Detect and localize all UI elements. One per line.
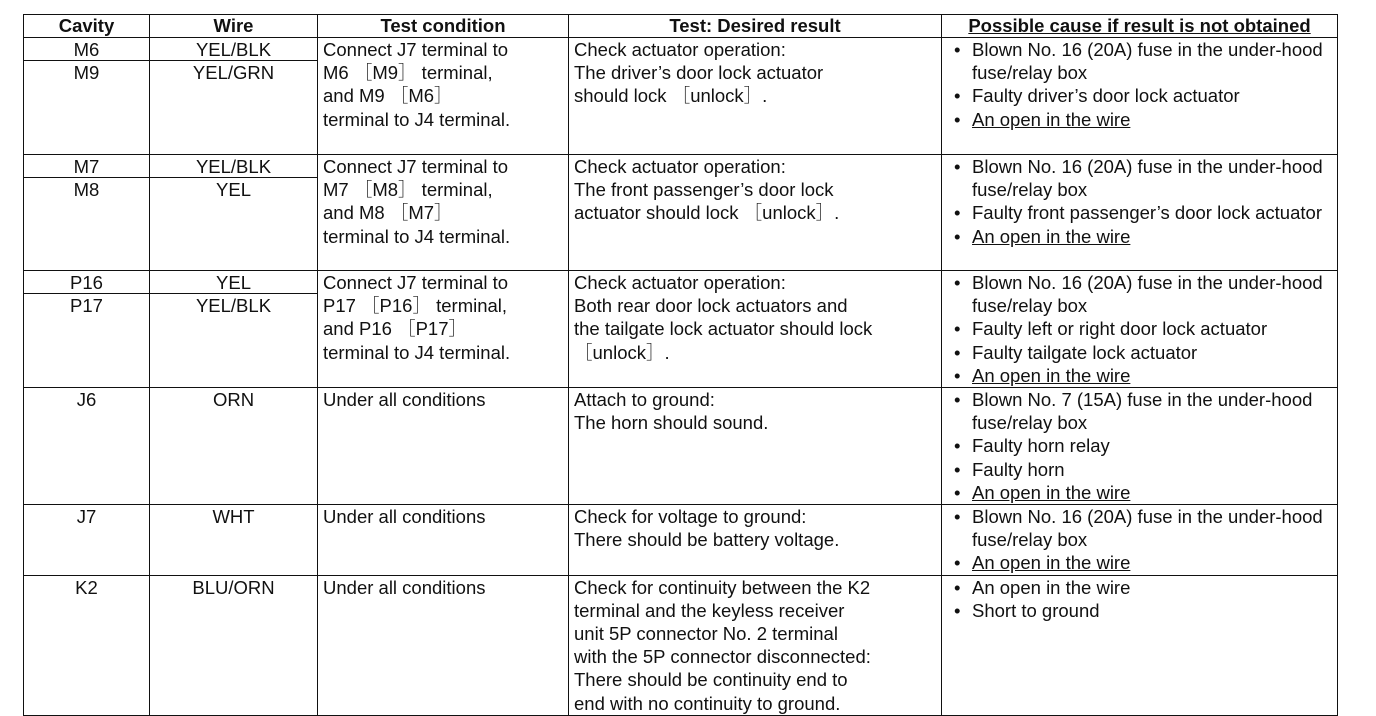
wire-cell (150, 575, 318, 715)
result-line: The driver’s door lock actuator (574, 62, 824, 84)
wire-cell (150, 388, 318, 505)
condition-line: terminal to J4 terminal. (323, 341, 511, 363)
table-row (24, 155, 1338, 271)
cavity-stack (24, 271, 149, 317)
result-line: the tailgate lock actuator should lock (574, 318, 873, 340)
result-line: Check for continuity between the K2 (574, 576, 871, 598)
cause-list (942, 38, 1337, 131)
condition-line: Connect J7 terminal to (323, 39, 509, 60)
condition-line: Under all conditions (323, 576, 486, 598)
cause-item: • Faulty tailgate lock actuator (952, 341, 1337, 364)
result-line: actuator should lock ［unlock］. (574, 202, 840, 224)
test-condition-cell (318, 155, 569, 271)
cavity-cell (24, 38, 150, 155)
cause-list (942, 155, 1337, 248)
header-possible-cause: Possible cause if result is not obtained (942, 15, 1338, 38)
cavity-value: K2 (75, 576, 98, 598)
condition-line: terminal to J4 terminal. (323, 225, 511, 247)
cause-item: • An open in the wire (952, 364, 1337, 387)
wire-color: ORN (212, 389, 255, 411)
condition-line: and P16 ［P17］ (323, 318, 467, 340)
test-condition-cell (318, 271, 569, 388)
cause-list (942, 271, 1337, 387)
result-line: end with no continuity to ground. (574, 692, 841, 714)
result-line: ［unlock］. (574, 341, 670, 363)
cavity-cell (24, 388, 150, 505)
header-wire: Wire (150, 15, 318, 38)
cause-item: • An open in the wire (952, 108, 1337, 131)
cavity-value: M7 (24, 155, 149, 178)
wire-cell (150, 271, 318, 388)
result-line: Check actuator operation: (574, 156, 786, 177)
cause-list (942, 388, 1337, 504)
possible-cause-cell (942, 388, 1338, 505)
cause-item: • Blown No. 16 (20A) fuse in the under-hood fuse/relay box (952, 271, 1337, 317)
cavity-stack (24, 38, 149, 84)
cause-item: • Short to ground (952, 599, 1337, 622)
header-row (24, 15, 1338, 38)
condition-line: and M8 ［M7］ (323, 202, 453, 224)
wire-color: YEL (150, 271, 317, 294)
condition-line: and M9 ［M6］ (323, 85, 453, 107)
table-row (24, 38, 1338, 155)
cause-item: • An open in the wire (952, 225, 1337, 248)
condition-line: terminal to J4 terminal. (323, 108, 511, 130)
cause-item: • Faulty left or right door lock actuator (952, 317, 1337, 340)
cause-item: • An open in the wire (952, 576, 1337, 599)
cause-item: • Blown No. 16 (20A) fuse in the under-hood fuse/relay box (952, 155, 1337, 201)
table-row (24, 575, 1338, 715)
cause-item: • Faulty driver’s door lock actuator (952, 84, 1337, 107)
cavity-value: P16 (24, 271, 149, 294)
result-line: with the 5P connector disconnected: (574, 646, 871, 668)
wire-stack (150, 38, 317, 84)
test-condition-cell (318, 388, 569, 505)
cause-item: • Blown No. 16 (20A) fuse in the under-hood fuse/relay box (952, 505, 1337, 551)
result-line: Both rear door lock actuators and (574, 295, 848, 317)
possible-cause-cell (942, 38, 1338, 155)
result-line: Attach to ground: (574, 389, 715, 411)
condition-line: Connect J7 terminal to (323, 272, 509, 293)
header-cavity: Cavity (24, 15, 150, 38)
cause-item: • Faulty front passenger’s door lock actuator (952, 201, 1337, 224)
condition-line: Connect J7 terminal to (323, 156, 509, 177)
wire-color: YEL (216, 179, 251, 200)
result-line: The horn should sound. (574, 412, 769, 434)
wire-color: YEL/BLK (150, 155, 317, 178)
table-body (24, 38, 1338, 716)
result-line: There should be continuity end to (574, 669, 848, 691)
cause-list (942, 576, 1337, 622)
wire-cell (150, 155, 318, 271)
test-condition-cell (318, 38, 569, 155)
condition-line: Under all conditions (323, 506, 486, 528)
cavity-value: J6 (76, 389, 97, 411)
cavity-value: M6 (24, 38, 149, 61)
possible-cause-cell (942, 575, 1338, 715)
result-line: There should be battery voltage. (574, 529, 840, 551)
wire-color: YEL/GRN (192, 62, 275, 83)
desired-result-cell (569, 38, 942, 155)
wire-color: WHT (212, 506, 255, 528)
test-condition-cell (318, 575, 569, 715)
table-row (24, 388, 1338, 505)
cavity-stack (24, 155, 149, 201)
cavity-value: J7 (76, 506, 97, 528)
result-line: Check actuator operation: (574, 39, 786, 60)
header-test-result: Test: Desired result (569, 15, 942, 38)
cavity-cell (24, 575, 150, 715)
test-condition-cell (318, 505, 569, 576)
cause-item: • An open in the wire (952, 481, 1337, 504)
wire-stack (150, 271, 317, 317)
result-line: Check actuator operation: (574, 272, 786, 293)
wire-color: YEL/BLK (150, 38, 317, 61)
cavity-cell (24, 271, 150, 388)
table-row (24, 271, 1338, 388)
cause-item: • Blown No. 16 (20A) fuse in the under-hood fuse/relay box (952, 38, 1337, 84)
possible-cause-cell (942, 505, 1338, 576)
result-line: terminal and the keyless receiver (574, 599, 845, 621)
possible-cause-cell (942, 271, 1338, 388)
cause-item: • Faulty horn (952, 458, 1337, 481)
possible-cause-cell (942, 155, 1338, 271)
cause-list (942, 505, 1337, 575)
header-test-condition: Test condition (318, 15, 569, 38)
cavity-value: M8 (73, 179, 100, 200)
desired-result-cell (569, 155, 942, 271)
cause-item: • Blown No. 7 (15A) fuse in the under-hood fuse/relay box (952, 388, 1337, 434)
cause-item: • Faulty horn relay (952, 434, 1337, 457)
wire-color: YEL/BLK (195, 295, 272, 316)
cause-item: • An open in the wire (952, 551, 1337, 574)
condition-line: M6 ［M9］ terminal, (323, 62, 493, 84)
cavity-value: M9 (73, 62, 100, 83)
table-row (24, 505, 1338, 576)
troubleshooting-table (23, 14, 1338, 716)
desired-result-cell (569, 271, 942, 388)
wire-cell (150, 38, 318, 155)
desired-result-cell (569, 388, 942, 505)
wire-cell (150, 505, 318, 576)
desired-result-cell (569, 575, 942, 715)
wire-stack (150, 155, 317, 201)
cavity-cell (24, 505, 150, 576)
result-line: unit 5P connector No. 2 terminal (574, 623, 838, 645)
result-line: Check for voltage to ground: (574, 506, 807, 528)
wire-color: BLU/ORN (192, 576, 275, 598)
condition-line: Under all conditions (323, 389, 486, 411)
cavity-cell (24, 155, 150, 271)
result-line: should lock ［unlock］. (574, 85, 768, 107)
result-line: The front passenger’s door lock (574, 179, 834, 201)
cavity-value: P17 (70, 295, 103, 316)
desired-result-cell (569, 505, 942, 576)
condition-line: P17 ［P16］ terminal, (323, 295, 508, 317)
condition-line: M7 ［M8］ terminal, (323, 179, 493, 201)
